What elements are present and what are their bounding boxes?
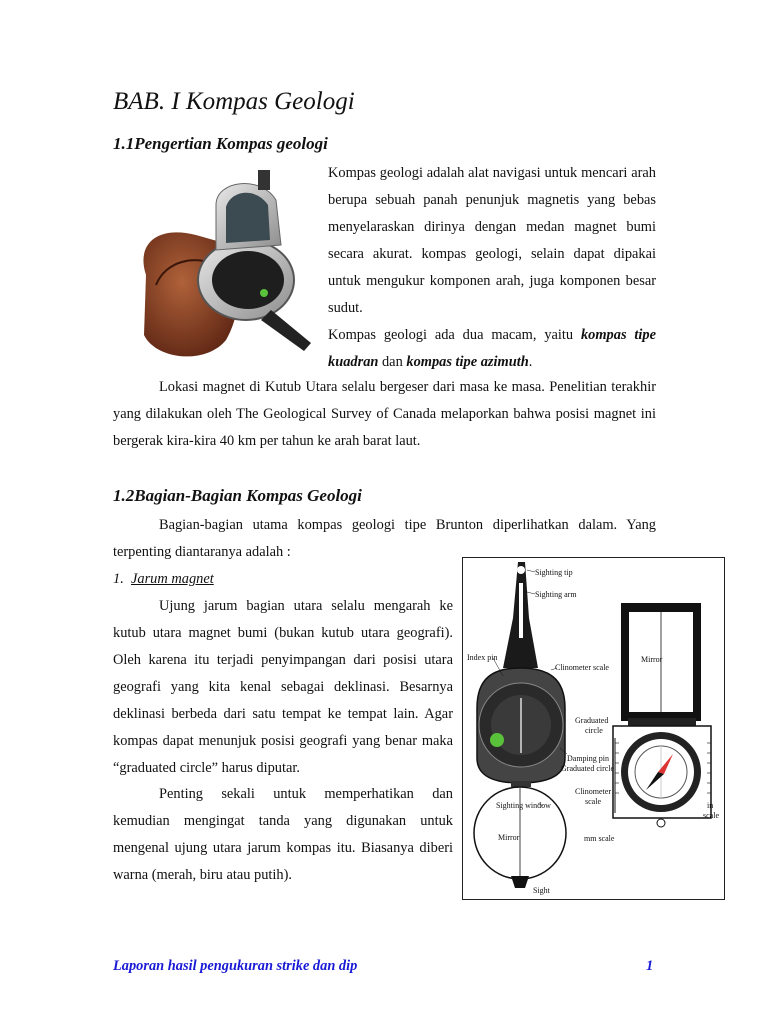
label-damping-pin: Damping pin (567, 754, 609, 763)
label-sight: Sight (533, 886, 550, 895)
label-graduated: Graduated (575, 716, 609, 725)
label-in: in (707, 801, 714, 810)
compass-photo (136, 165, 316, 365)
label-sighting-window: Sighting window (496, 801, 551, 810)
needle-paragraph: Ujung jarum bagian utara selalu mengarah ke kutub utara magnet bumi (bukan kutub utara geografi). Oleh karena itu terjadi penyimpangan dari posisi utara geografi yang kita kenal sebagai deklinasi. Besarnya deklinasi berbeda dari satu tempat ke tempat lain. Agar kompas dapat menunjuk posisi geografi yang benar maka “graduated circle” harus diputar. (113, 598, 453, 776)
north-mark-paragraph: Penting sekali untuk memperhatikan dan kemudian mengingat tanda yang digunakan untuk mengenal ujung utara jarum kompas itu. Biasanya diberi warna (merah, biru atau putih). (113, 786, 453, 883)
label-sighting-arm: Sighting arm (535, 590, 577, 599)
parts-intro-paragraph: Bagian-bagian utama kompas geologi tipe Brunton diperlihatkan dalam. Yang terpenting diantaranya adalah : (113, 517, 656, 560)
term-kuadran: kompas tipe kuadran (328, 327, 656, 370)
label-in-scale: scale (703, 811, 719, 820)
term-azimuth: kompas tipe azimuth (406, 354, 529, 370)
footer-report-title: Laporan hasil pengukuran strike dan dip (113, 958, 358, 974)
label-mm-scale: mm scale (584, 834, 615, 843)
label-index-pin: Index pin (467, 653, 498, 662)
label-mirror-right: Mirror (641, 655, 663, 664)
section-heading-2: 1.2Bagian-Bagian Kompas Geologi (113, 486, 362, 505)
magnet-location-paragraph: Lokasi magnet di Kutub Utara selalu bergeser dari masa ke masa. Penelitian terakhir yang dilakukan oleh The Geological Survey of Canada melaporkan bahwa posisi magnet ini bergerak kira-kira 40 km per tahun ke arah barat laut. (113, 379, 656, 449)
brunton-compass-diagram (462, 557, 725, 900)
label-mirror-left: Mirror (498, 833, 520, 842)
label-scale: scale (585, 797, 601, 806)
label-circle: circle (585, 726, 603, 735)
section-heading-1: 1.1Pengertian Kompas geologi (113, 134, 328, 153)
label-sighting-tip: Sighting tip (535, 568, 573, 577)
label-clinometer-scale: Clinometer scale (555, 663, 609, 672)
list-item-jarum-magnet: 1. Jarum magnet (113, 571, 214, 587)
page-number: 1 (646, 958, 654, 974)
label-clinometer: Clinometer (575, 787, 611, 796)
label-graduated-circle: Graduated circle (561, 764, 615, 773)
chapter-title: BAB. I Kompas Geologi (113, 88, 355, 115)
definition-paragraph: Kompas geologi adalah alat navigasi untuk mencari arah berupa sebuah panah penunjuk magnetis yang bebas menyelaraskan dirinya dengan medan magnet bumi secara akurat. kompas geologi, selain dapat dipakai untuk mengukur komponen arah, juga komponen besar sudut. Kompas geologi ada dua macam, yaitu kompas tipe kuadran dan kompas tipe azimuth. (328, 165, 656, 370)
